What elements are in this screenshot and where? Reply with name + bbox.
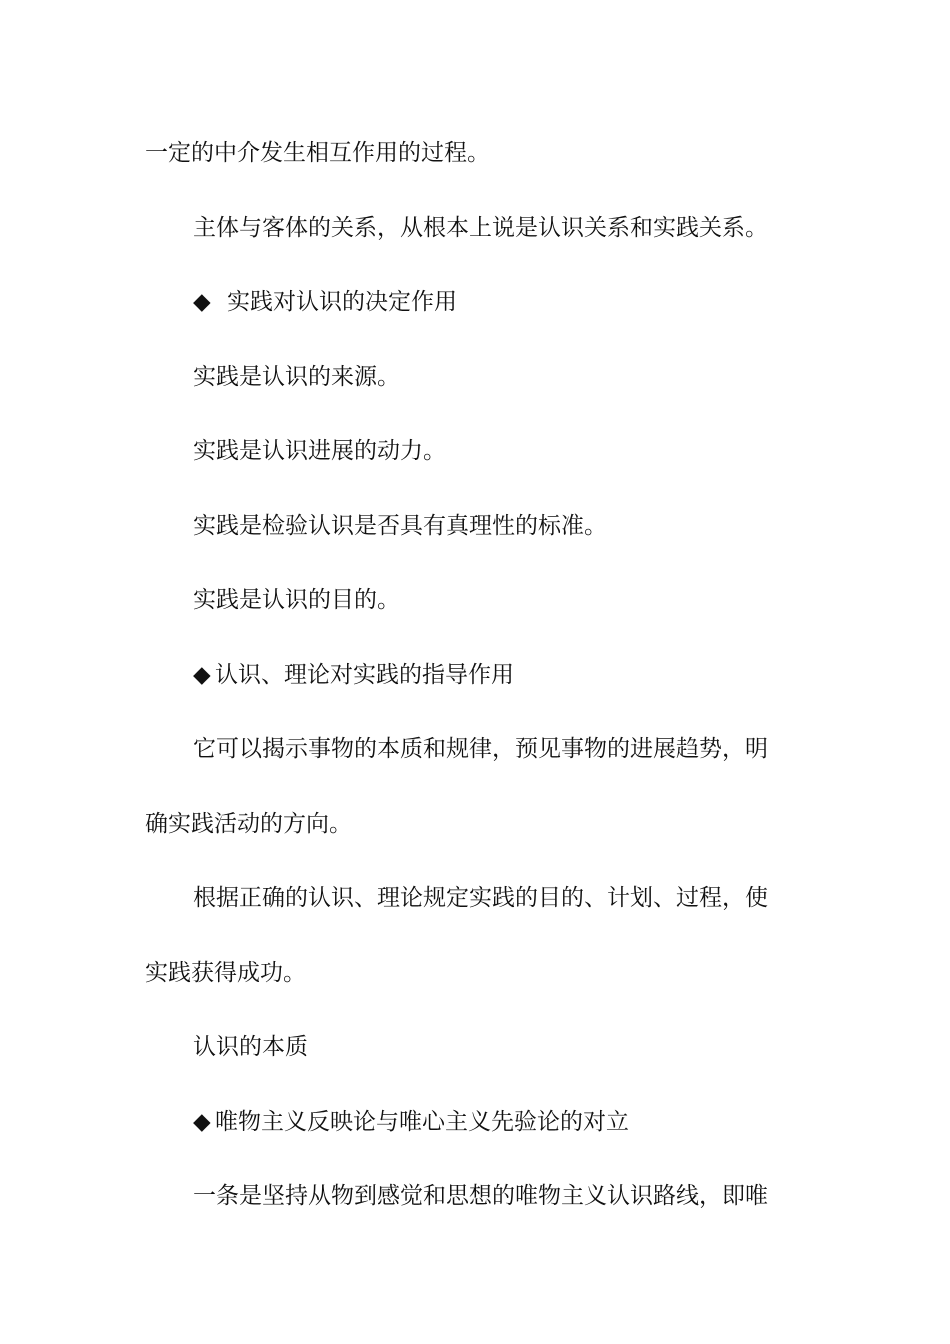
heading-text: 认识、理论对实践的指导作用 [215, 661, 514, 688]
paragraph-1: 一定的中介发生相互作用的过程。 [145, 140, 490, 166]
paragraph-8-line-1: 根据正确的认识、理论规定实践的目的、计划、过程，使 [193, 885, 768, 911]
paragraph-3: 实践是认识的来源。 [193, 363, 400, 390]
document-page [145, 116, 805, 1234]
paragraph-10-line-1: 一条是坚持从物到感觉和思想的唯物主义认识路线，即唯 [193, 1183, 768, 1209]
heading-practice-decisive [145, 265, 805, 340]
paragraph-8-line-2: 实践获得成功。 [145, 959, 306, 986]
diamond-bullet-icon: ◆ [193, 289, 211, 315]
paragraph-5: 实践是检验认识是否具有真理性的标准。 [193, 512, 607, 539]
heading-text: 唯物主义反映论与唯心主义先验论的对立 [215, 1108, 629, 1135]
paragraph-2: 主体与客体的关系，从根本上说是认识关系和实践关系。 [193, 214, 768, 241]
heading-text: 实践对认识的决定作用 [227, 289, 457, 315]
paragraph-9: 认识的本质 [193, 1034, 308, 1060]
paragraph-7-line-1: 它可以揭示事物的本质和规律，预见事物的进展趋势，明 [193, 736, 768, 762]
heading-theory-guidance [145, 638, 805, 713]
heading-materialism-vs-idealism [145, 1085, 805, 1160]
paragraph-7-line-2: 确实践活动的方向。 [145, 810, 352, 837]
diamond-bullet-icon: ◆ [193, 1108, 211, 1135]
paragraph-6: 实践是认识的目的。 [193, 587, 400, 613]
diamond-bullet-icon: ◆ [193, 661, 211, 688]
paragraph-4: 实践是认识进展的动力。 [193, 438, 446, 464]
